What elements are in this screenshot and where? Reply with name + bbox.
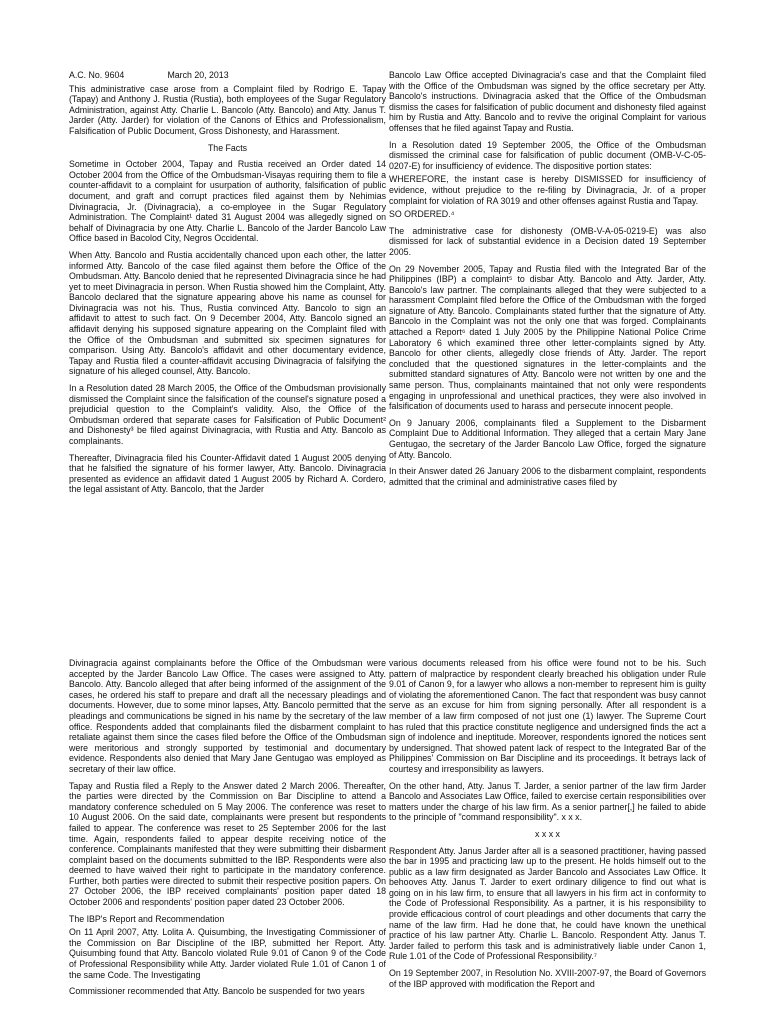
top-right-column [389, 70, 706, 493]
bottom-right-column [389, 658, 706, 995]
so-ordered: SO ORDERED.⁴ [389, 209, 455, 220]
paragraph: In a Resolution dated 28 March 2005, the Office of the Ombudsman provisionally dismissed the Complaint since the falsification of the counsel's signature posed a prejudicial question to the Complaint's validity. Also, the Office of the Ombudsman ordered that separate cases for Falsification of Public Document² and Dishonesty³ be filed against Divinagracia, with Rustia and Atty. Bancolo as complainants. [69, 383, 386, 446]
facts-heading: The Facts [207, 142, 248, 153]
paragraph: On 29 November 2005, Tapay and Rustia filed with the Integrated Bar of the Philippines (IBP) a complaint⁵ to disbar Atty. Bancolo and Atty. Jarder, Atty. Bancolo's law partner. The complainants alleged that they were subjected to a harassment Complaint filed before the Office of the Ombudsman with the forged signature of Atty. Bancolo. Complainants stated further that the signature of Atty. Bancolo in the Complaint was not the only one that was forged. Complainants attached a Report⁶ dated 1 July 2005 by the Philippine National Police Crime Laboratory 6 which examined three other letter-complaints signed by Atty. Bancolo for other clients, allegedly close friends of Atty. Jarder. The report concluded that the questioned signatures in the letter-complaints and the submitted standard signatures of Atty. Bancolo were not written by one and the same person. Thus, complainants maintained that not only were respondents engaging in unprofessional and unethical practices, they were also involved in falsification of documents used to harass and persecute innocent people. [389, 263, 706, 412]
paragraph: In their Answer dated 26 January 2006 to the disbarment complaint, respondents admitted that the criminal and administrative cases filed by [389, 466, 706, 487]
intro-paragraph: This administrative case arose from a Complaint filed by Rodrigo E. Tapay (Tapay) and Anthony J. Rustia (Rustia), both employees of the Sugar Regulatory Administration, against Atty. Charlie L. Bancolo (Atty. Bancolo) and Atty. Janus T. Jarder (Atty. Jarder) for violation of the Canons of Ethics and Professionalism, Falsification of Public Document, Gross Dishonesty, and Harassment. [69, 83, 386, 136]
paragraph: When Atty. Bancolo and Rustia accidentally chanced upon each other, the latter informed Atty. Bancolo of the case filed against them before the Office of the Ombudsman. Atty. Bancolo denied that he represented Divinagracia since he had yet to meet Divinagracia in person. When Rustia showed him the Complaint, Atty. Bancolo declared that the signature appearing above his name as counsel for Divinagracia was not his. Thus, Rustia convinced Atty. Bancolo to sign an affidavit to attest to such fact. On 9 December 2004, Atty. Bancolo signed an affidavit denying his supposed signature appearing on the Complaint filed with the Office of the Ombudsman and submitted six specimen signatures for comparison. Using Atty. Bancolo's affidavit and other documentary evidence, Tapay and Rustia filed a counter-affidavit accusing Divinagracia of falsifying the signature of his alleged counsel, Atty. Bancolo. [69, 249, 386, 377]
quoted-dispositive: WHEREFORE, the instant case is hereby DISMISSED for insufficiency of evidence, without prejudice to the re-filing by Divinagracia, Jr. of a proper complaint for violation of RA 3019 and other offenses against Rustia and Tapay. [389, 174, 706, 206]
case-date: March 20, 2013 [167, 70, 229, 80]
paragraph: Sometime in October 2004, Tapay and Rustia received an Order dated 14 October 2004 from the Office of the Ombudsman-Visayas requiring them to file a counter-affidavit to a complaint for usurpation of authority, falsification of public document, and graft and corrupt practices filed against them by Nehimias Divinagracia, Jr. (Divinagracia), a co-employee in the Sugar Regulatory Administration. The Complaint¹ dated 31 August 2004 was allegedly signed on behalf of Divinagracia by one Atty. Charlie L. Bancolo of the Jarder Bancolo Law Office based in Bacolod City, Negros Occidental. [69, 159, 386, 244]
page-top-half [0, 70, 768, 530]
ellipsis-separator: x x x x [535, 828, 560, 839]
page-gap [0, 530, 768, 658]
paragraph: Respondent Atty. Janus Jarder after all is a seasoned practitioner, having passed the bar in 1995 and practicing law up to the present. He holds himself out to the public as a law firm designated as Jarder Bancolo and Associates Law Office. It behooves Atty. Janus T. Jarder to exert ordinary diligence to find out what is going on in his law firm, to ensure that all lawyers in his firm act in conformity to the Code of Professional Responsibility. As a partner, it is his responsibility to provide efficacious control of court pleadings and other documents that carry the name of the law firm. Had he done that, he could have known the unethical practice of his law partner Atty. Charlie L. Bancolo. Respondent Atty. Janus T. Jarder failed to perform this task and is administratively liable under Canon 1, Rule 1.01 of the Code of Professional Responsibility.⁷ [389, 845, 706, 962]
paragraph: On 9 January 2006, complainants filed a Supplement to the Disbarment Complaint Due to Additional Information. They alleged that a certain Mary Jane Gentugao, the secretary of the Jarder Bancolo Law Office, forged the signature of Atty. Bancolo. [389, 417, 706, 460]
top-left-column [69, 70, 386, 501]
ibp-report-heading: The IBP's Report and Recommendation [69, 913, 225, 924]
paragraph: Commissioner recommended that Atty. Bancolo be suspended for two years [69, 986, 365, 997]
paragraph: In a Resolution dated 19 September 2005, the Office of the Ombudsman dismissed the criminal case for falsification of public document (OMB-V-C-05-0207-E) for insufficiency of evidence. The dispositive portion states: [389, 139, 706, 171]
bottom-left-column [69, 658, 386, 1003]
page-bottom-half [0, 658, 768, 1024]
paragraph: Thereafter, Divinagracia filed his Counter-Affidavit dated 1 August 2005 denying that he falsified the signature of his former lawyer, Atty. Bancolo. Divinagracia presented as evidence an affidavit dated 1 August 2005 by Richard A. Cordero, the legal assistant of Atty. Bancolo, that the Jarder [69, 452, 386, 495]
case-number: A.C. No. 9604 [69, 70, 125, 80]
paragraph: On 11 April 2007, Atty. Lolita A. Quisumbing, the Investigating Commissioner of the Commission on Bar Discipline of the IBP, submitted her Report. Atty. Quisumbing found that Atty. Bancolo violated Rule 9.01 of Canon 9 of the Code of Professional Responsibility while Atty. Jarder violated Rule 1.01 of Canon 1 of the same Code. The Investigating [69, 927, 386, 980]
paragraph: On the other hand, Atty. Janus T. Jarder, a senior partner of the law firm Jarder Bancolo and Associates Law Office, failed to exercise certain responsibilities over matters under the charge of his law firm. As a senior partner[,] he failed to abide to the principle of "command responsibility". x x x. [389, 780, 706, 823]
paragraph: Bancolo Law Office accepted Divinagracia's case and that the Complaint filed with the Office of the Ombudsman was signed by the office secretary per Atty. Bancolo's instructions. Divinagracia asked that the Office of the Ombudsman dismiss the cases for falsification of public document and dishonesty filed against him by Rustia and Atty. Bancolo and to revive the original Complaint for various offenses that he filed against Tapay and Rustia. [389, 70, 706, 133]
paragraph: Tapay and Rustia filed a Reply to the Answer dated 2 March 2006. Thereafter, the parties were directed by the Commission on Bar Discipline to attend a mandatory conference scheduled on 5 May 2006. The conference was reset to 10 August 2006. On the said date, complainants were present but respondents failed to appear. The conference was reset to 25 September 2006 for the last time. Again, respondents failed to appear despite receiving notice of the conference. Complainants manifested that they were submitting their disbarment complaint based on the documents submitted to the IBP. Respondents were also deemed to have waived their right to participate in the mandatory conference. Further, both parties were directed to submit their respective position papers. On 27 October 2006, the IBP received complainants' position paper dated 18 October 2006 and respondents' position paper dated 23 October 2006. [69, 780, 386, 908]
paragraph: On 19 September 2007, in Resolution No. XVIII-2007-97, the Board of Governors of the IBP approved with modification the Report and [389, 968, 706, 989]
paragraph: various documents released from his office were found not to be his. Such pattern of malpractice by respondent clearly breached his obligation under Rule 9.01 of Canon 9, for a lawyer who allows a non-member to represent him is guilty of violating the aforementioned Canon. The fact that respondent was busy cannot serve as an excuse for him from signing personally. After all respondent is a member of a law firm composed of not just one (1) lawyer. The Supreme Court has ruled that this practice constitute negligence and undersigned finds the act a sign of indolence and ineptitude. Moreover, respondents ignored the notices sent by undersigned. That showed patent lack of respect to the Integrated Bar of the Philippines' Commission on Bar Discipline and its proceedings. It betrays lack of courtesy and irresponsibility as lawyers. [389, 658, 706, 774]
paragraph: The administrative case for dishonesty (OMB-V-A-05-0219-E) was also dismissed for lack of substantial evidence in a Decision dated 19 September 2005. [389, 225, 706, 257]
paragraph: Divinagracia against complainants before the Office of the Ombudsman were accepted by the Jarder Bancolo Law Office. The cases were assigned to Atty. Bancolo. Atty. Bancolo alleged that after being informed of the assignment of the cases, he ordered his staff to prepare and draft all the necessary pleadings and documents. However, due to some minor lapses, Atty. Bancolo permitted that the pleadings and communications be signed in his name by the secretary of the law office. Respondents added that complainants filed the disbarment complaint to retaliate against them since the cases filed before the Office of the Ombudsman were meritorious and strongly supported by testimonial and documentary evidence. Respondents also denied that Mary Jane Gentugao was employed as secretary of their law office. [69, 658, 386, 774]
case-header [69, 70, 386, 81]
